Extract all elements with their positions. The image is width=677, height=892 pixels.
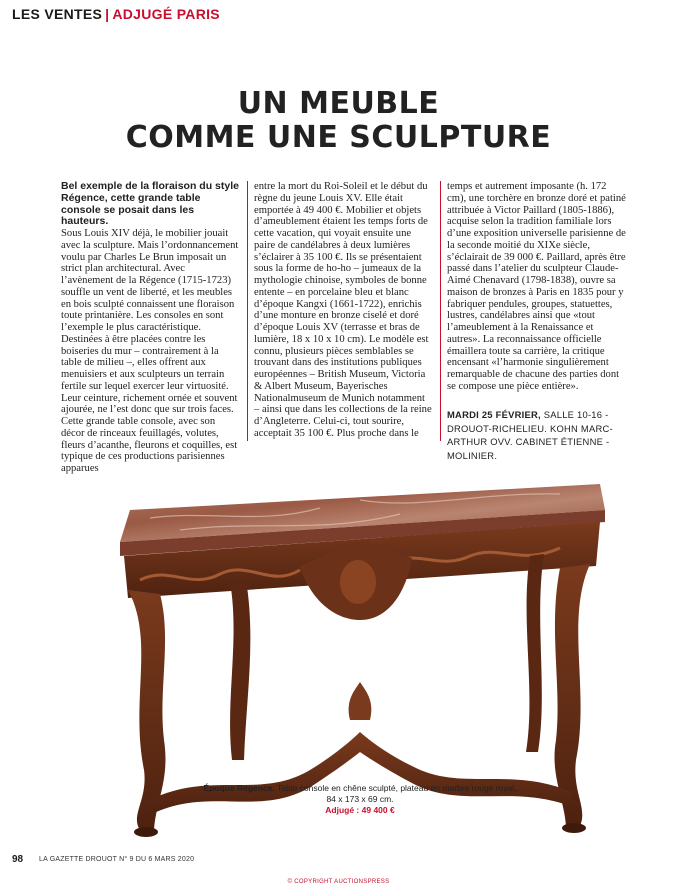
article-title-line-2: COMME UNE SCULPTURE (125, 120, 552, 155)
article-column-2 (254, 181, 432, 445)
article-column-1 (61, 180, 239, 474)
caption-period: Époque Régence. (203, 783, 275, 793)
caption-price: Adjugé : 49 400 € (325, 805, 395, 815)
publication-footer: LA GAZETTE DROUOT N° 9 DU 6 MARS 2020 (39, 856, 195, 863)
stretcher-finial (349, 682, 372, 720)
article-title-line-1: UN MEUBLE (237, 86, 440, 121)
subsection-label: ADJUGÉ PARIS (112, 6, 220, 22)
page-number: 98 (12, 854, 24, 865)
column-1-text: Sous Louis XIV déjà, le mobilier jouait avec la sculpture. Mais l’ordonnancement voulu par Charles Le Brun imposait un strict plan architectural. Avec l’avènement de la Régence (1715-1723) souffle un vent de liberté, et les meubles en bois sculpté connaissent une floraison toute printanière. Les consoles en sont l’exemple le plus caractéristique. Destinées à être placées contre les boiseries du mur – contrairement à la table de milieu –, elles offrent aux menuisiers et aux sculpteurs un terrain fertile sur lequel exercer leur virtuosité. Leur ceinture, richement ornée et souvent ajourée, ne l’est donc que sur trois faces. Cette grande table console, avec son décor de rinceaux feuillagés, volutes, fleurs d’acanthe, fleurons et coquilles, est typique de ces productions parisiennes apparues (61, 228, 239, 474)
column-divider-2 (440, 181, 441, 441)
column-2-text: entre la mort du Roi-Soleil et le début du règne du jeune Louis XV. Elle était emportée à 49 400 €. Mobilier et objets d’ameublement étaient les temps forts de cette vacation, qui voyait ensuite une paire de candélabres à deux lumières s’éclairer à 35 100 €. Ils se présentaient sous la forme de ho-ho – jumeaux de la mythologie chinoise, symboles de bonne entente – en porcelaine bleu et blanc d’époque Kangxi (1661-1722), enrichis d’une monture en bronze ciselé et doré d’époque Louis XV (terrasse et bras de lumière, 18 x 10 x 10 cm). Le modèle est connu, plusieurs pièces semblables se trouvant dans des institutions publiques européennes – British Museum, Victoria & Albert Museum, Bayerisches Nationalmuseum de Munich notamment – ainsi que dans les collections de la reine d’Angleterre. Celui-ci, tout sourire, acceptait 35 100 €. Plus proche dans le (254, 181, 432, 439)
front-left-leg (128, 590, 165, 830)
photo-caption (200, 783, 520, 816)
back-right-leg (526, 554, 544, 752)
section-separator: | (105, 6, 110, 22)
sale-date: MARDI 25 FÉVRIER, (447, 409, 541, 420)
caption-description: Table console en chêne sculpté, plateau en marbre rouge royal, 84 x 173 x 69 cm. (276, 783, 517, 804)
column-3-text: temps et autrement imposante (h. 172 cm), une torchère en bronze doré et patiné attribuée à Victor Paillard (1805-1886), acquise selon la tradition familiale lors d’une exposition universelle parisienne de la seconde moitié du XIXe siècle, s’éclairait de 39 000 €. Paillard, après être passé dans l’atelier du sculpteur Claude-Aimé Chenavard (1798-1838), ouvre sa maison de bronzes à Paris en 1835 pour y fabriquer pendules, groupes, statuettes, lustres, candélabres ainsi que «tout l’ameublement à la Renaissance et autres». La reconnaissance officielle émaillera toute sa carrière, la critique encensant «l’harmonie singulièrement remarquable de chacune des parties dont se compose une pièce entière». (447, 181, 626, 392)
sale-details: SALLE 10-16 - DROUOT-RICHELIEU. KOHN MARC-ARTHUR OVV. CABINET ÉTIENNE - MOLINIER. (447, 409, 613, 461)
article-lead: Bel exemple de la floraison du style Régence, cette grande table console se posait dans les hauteurs. (61, 180, 239, 228)
column-divider-1 (247, 181, 248, 441)
section-label: LES VENTES (12, 6, 103, 22)
copyright-notice: © COPYRIGHT AUCTIONSPRESS (287, 879, 390, 885)
front-right-leg (555, 564, 590, 826)
section-header (12, 6, 220, 22)
back-left-leg (230, 580, 250, 760)
article-column-3 (447, 181, 627, 403)
sale-info (447, 408, 627, 462)
